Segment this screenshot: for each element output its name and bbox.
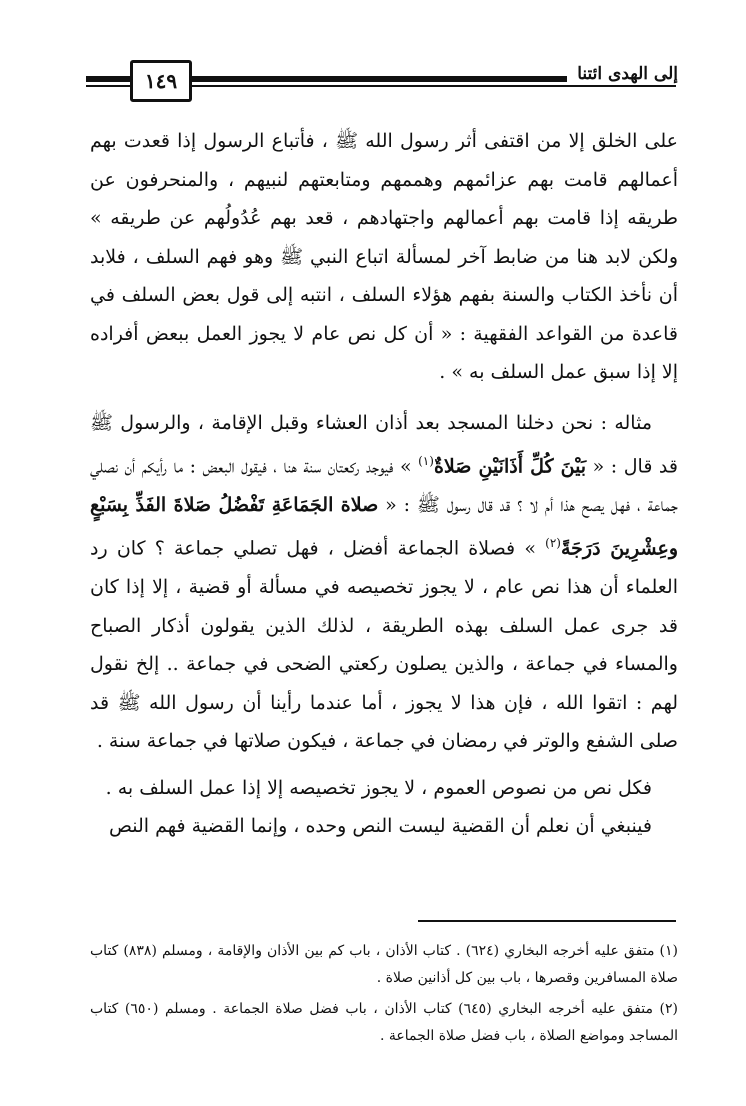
footnote-divider <box>418 920 676 922</box>
hadith-quote-2: صلاة الجَمَاعَةِ تَفْضُلُ صَلاةَ الفَذِّ بِسَبْعٍ وعِشْرِينَ دَرَجَةً <box>90 493 678 560</box>
paragraph-4: فينبغي أن نعلم أن القضية ليست النص وحده ، وإنما القضية فهم النص <box>108 815 652 838</box>
paragraph-1: على الخلق إلا من اقتفى أثر رسول الله ﷺ ، فأتباع الرسول إذا قعدت بهم أعمالهم قامت بهم عزائمهم وهممهم ومتابعتهم لنبيهم ، والمنحرفون عن طريقه إذا قامت بهم أعمالهم واجتهادهم ، قعد بهم عُدُولُهم عن طريقه » ولكن لابد هنا من ضابط آخر لمسألة اتباع النبي ﷺ وهو فهم السلف ، فلابد أن نأخذ الكتاب والسنة بفهم هؤلاء السلف ، انتبه إلى قول بعض السلف في قاعدة من القواعد الفقهية : « أن كل نص عام لا يجوز العمل ببعض أفراده إلا إذا سبق عمل السلف به » . <box>90 130 678 383</box>
main-text <box>90 122 678 846</box>
footnotes <box>90 938 678 1054</box>
paragraph-2-text: » فيوجد ركعتان سنة هنا ، فيقول البعض : ما رأيكم أن نصلي جماعة ، فهل يصح هذا أم لا ؟ قد قال رسول ﷺ : « <box>90 455 678 516</box>
paragraph-2-text: مثاله : نحن دخلنا المسجد بعد أذان العشاء وقبل الإقامة ، والرسول ﷺ قد قال : « <box>90 411 678 478</box>
paragraph-3: فكل نص من نصوص العموم ، لا يجوز تخصيصه إلا إذا عمل السلف به . <box>105 776 652 799</box>
paragraph-2-text: » فصلاة الجماعة أفضل ، فهل تصلي جماعة ؟ كان رد العلماء أن هذا نص عام ، لا يجوز تخصيصه في مسألة أو قضية ، إلا إذا كان قد جرى عمل السلف بهذه الطريقة ، لذلك الذين يقولون أذكار الصباح والمساء في جماعة ، والذين يصلون ركعتي الضحى في جماعة .. إلخ نقول لهم : اتقوا الله ، فإن هذا لا يجوز ، أما عندما رأينا أن رسول الله ﷺ قد صلى الشفع والوتر في رمضان في جماعة ، فيكون صلاتها في جماعة سنة . <box>90 537 678 753</box>
footnote-1: (١) متفق عليه أخرجه البخاري (٦٢٤) . كتاب الأذان ، باب كم بين الأذان والإقامة ، ومسلم (٨٣٨) كتاب صلاة المسافرين وقصرها ، باب بين كل أذانين صلاة . <box>90 943 678 986</box>
paragraph-2 <box>90 404 678 761</box>
page-header <box>86 58 676 102</box>
footnote-ref-2: (٢) <box>545 536 561 551</box>
running-title: إلى الهدى ائتنا <box>567 64 678 84</box>
hadith-quote-1: بَيْنَ كُلِّ أَذَانَيْنِ صَلاةٌ <box>433 455 587 478</box>
page-number: ١٤٩ <box>130 60 192 102</box>
footnote-2: (٢) متفق عليه أخرجه البخاري (٦٤٥) كتاب الأذان ، باب فضل صلاة الجماعة . ومسلم (٦٥٠) كتاب المساجد ومواضع الصلاة ، باب فضل صلاة الجماعة . <box>90 1001 678 1044</box>
footnote-ref-1: (١) <box>418 454 434 468</box>
